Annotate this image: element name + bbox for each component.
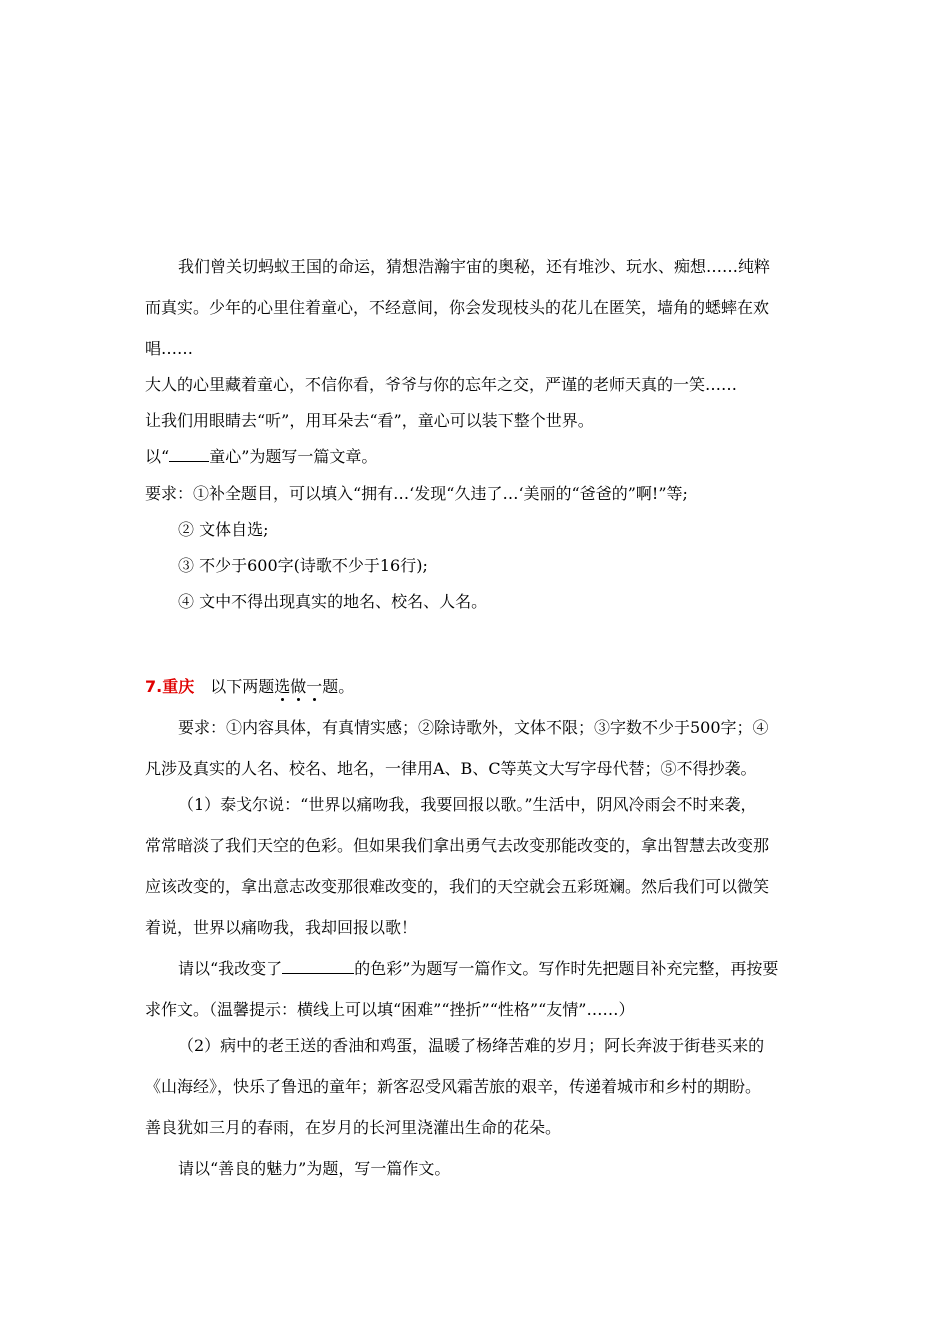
passage1-paragraph-2: 大人的心里藏着童心，不信你看，爷爷与你的忘年之交，严谨的老师天真的一笑…… [145,375,738,394]
question-1-line-2: 常常暗淡了我们天空的色彩。但如果我们拿出勇气去改变那能改变的，拿出智慧去改变那 [145,836,770,855]
intro-prefix: 以下两题 [210,677,275,696]
passage1-line-2: 而真实。少年的心里住着童心，不经意间，你会发现枝头的花儿在匿笑，墙角的蟋蟀在欢 [145,298,770,317]
passage1-paragraph-3: 让我们用眼睛去“听”，用耳朵去“看”，童心可以装下整个世界。 [145,411,594,430]
intro-suffix: 题。 [322,677,355,696]
question-2-line-3: 善良犹如三月的春雨，在岁月的长河里浇灌出生命的花朵。 [145,1118,562,1137]
passage1-line-3: 唱…… [145,339,194,358]
requirement-2: ② 文体自选; [178,520,269,539]
task-suffix: 的色彩”为题写一篇作文。写作时先把题目补充完整，再按要 [354,959,779,978]
section-7-intro [0,675,950,699]
section-7-requirements-line-2: 凡涉及真实的人名、校名、地名，一律用A、B、C等英文大写字母代替；⑤不得抄袭。 [145,759,757,778]
question-2-line-2: 《山海经》，快乐了鲁迅的童年；新客忍受风霜苦旅的艰辛，传递着城市和乡村的期盼。 [145,1077,762,1096]
title-blank [169,445,209,462]
requirement-4: ④ 文中不得出现真实的地名、校名、人名。 [178,592,488,611]
emphasis-char: 一 [306,677,323,696]
passage1-line-1: 我们曾关切蚂蚁王国的命运，猜想浩瀚宇宙的奥秘，还有堆沙、玩水、痴想……纯粹 [178,257,771,276]
question-1-line-4: 着说，世界以痛吻我，我却回报以歌！ [145,918,418,937]
question-1-task [0,957,950,981]
requirement-3: ③ 不少于600字(诗歌不少于16行); [178,556,428,575]
title-prefix: 以“ [145,447,170,466]
task-blank [282,957,354,974]
section-7-heading: 7.重庆 [145,677,195,696]
requirement-1: 要求：①补全题目，可以填入“拥有…‘发现“久违了…‘美丽的“爸爸的”啊!”等; [145,484,688,503]
emphasis-char: 做 [290,677,307,696]
question-2-line-1: （2）病中的老王送的香油和鸡蛋，温暖了杨绛苦难的岁月；阿长奔波于街巷买来的 [178,1036,765,1055]
task-prefix: 请以“我改变了 [178,959,283,978]
emphasis-char: 选 [274,677,291,696]
question-1-line-1: （1）泰戈尔说：“世界以痛吻我，我要回报以歌。”生活中，阴风冷雨会不时来袭， [178,795,757,814]
question-2-task: 请以“善良的魅力”为题，写一篇作文。 [178,1159,451,1178]
essay-title-prompt [0,445,950,469]
section-7-requirements-line-1: 要求：①内容具体，有真情实感；②除诗歌外，文体不限；③字数不少于500字；④ [178,718,769,737]
title-suffix: 童心”为题写一篇文章。 [209,447,378,466]
question-1-line-3: 应该改变的，拿出意志改变那很难改变的，我们的天空就会五彩斑斓。然后我们可以微笑 [145,877,770,896]
question-1-hint: 求作文。（温馨提示：横线上可以填“困难”“挫折”“性格”“友情”……） [145,1000,635,1019]
